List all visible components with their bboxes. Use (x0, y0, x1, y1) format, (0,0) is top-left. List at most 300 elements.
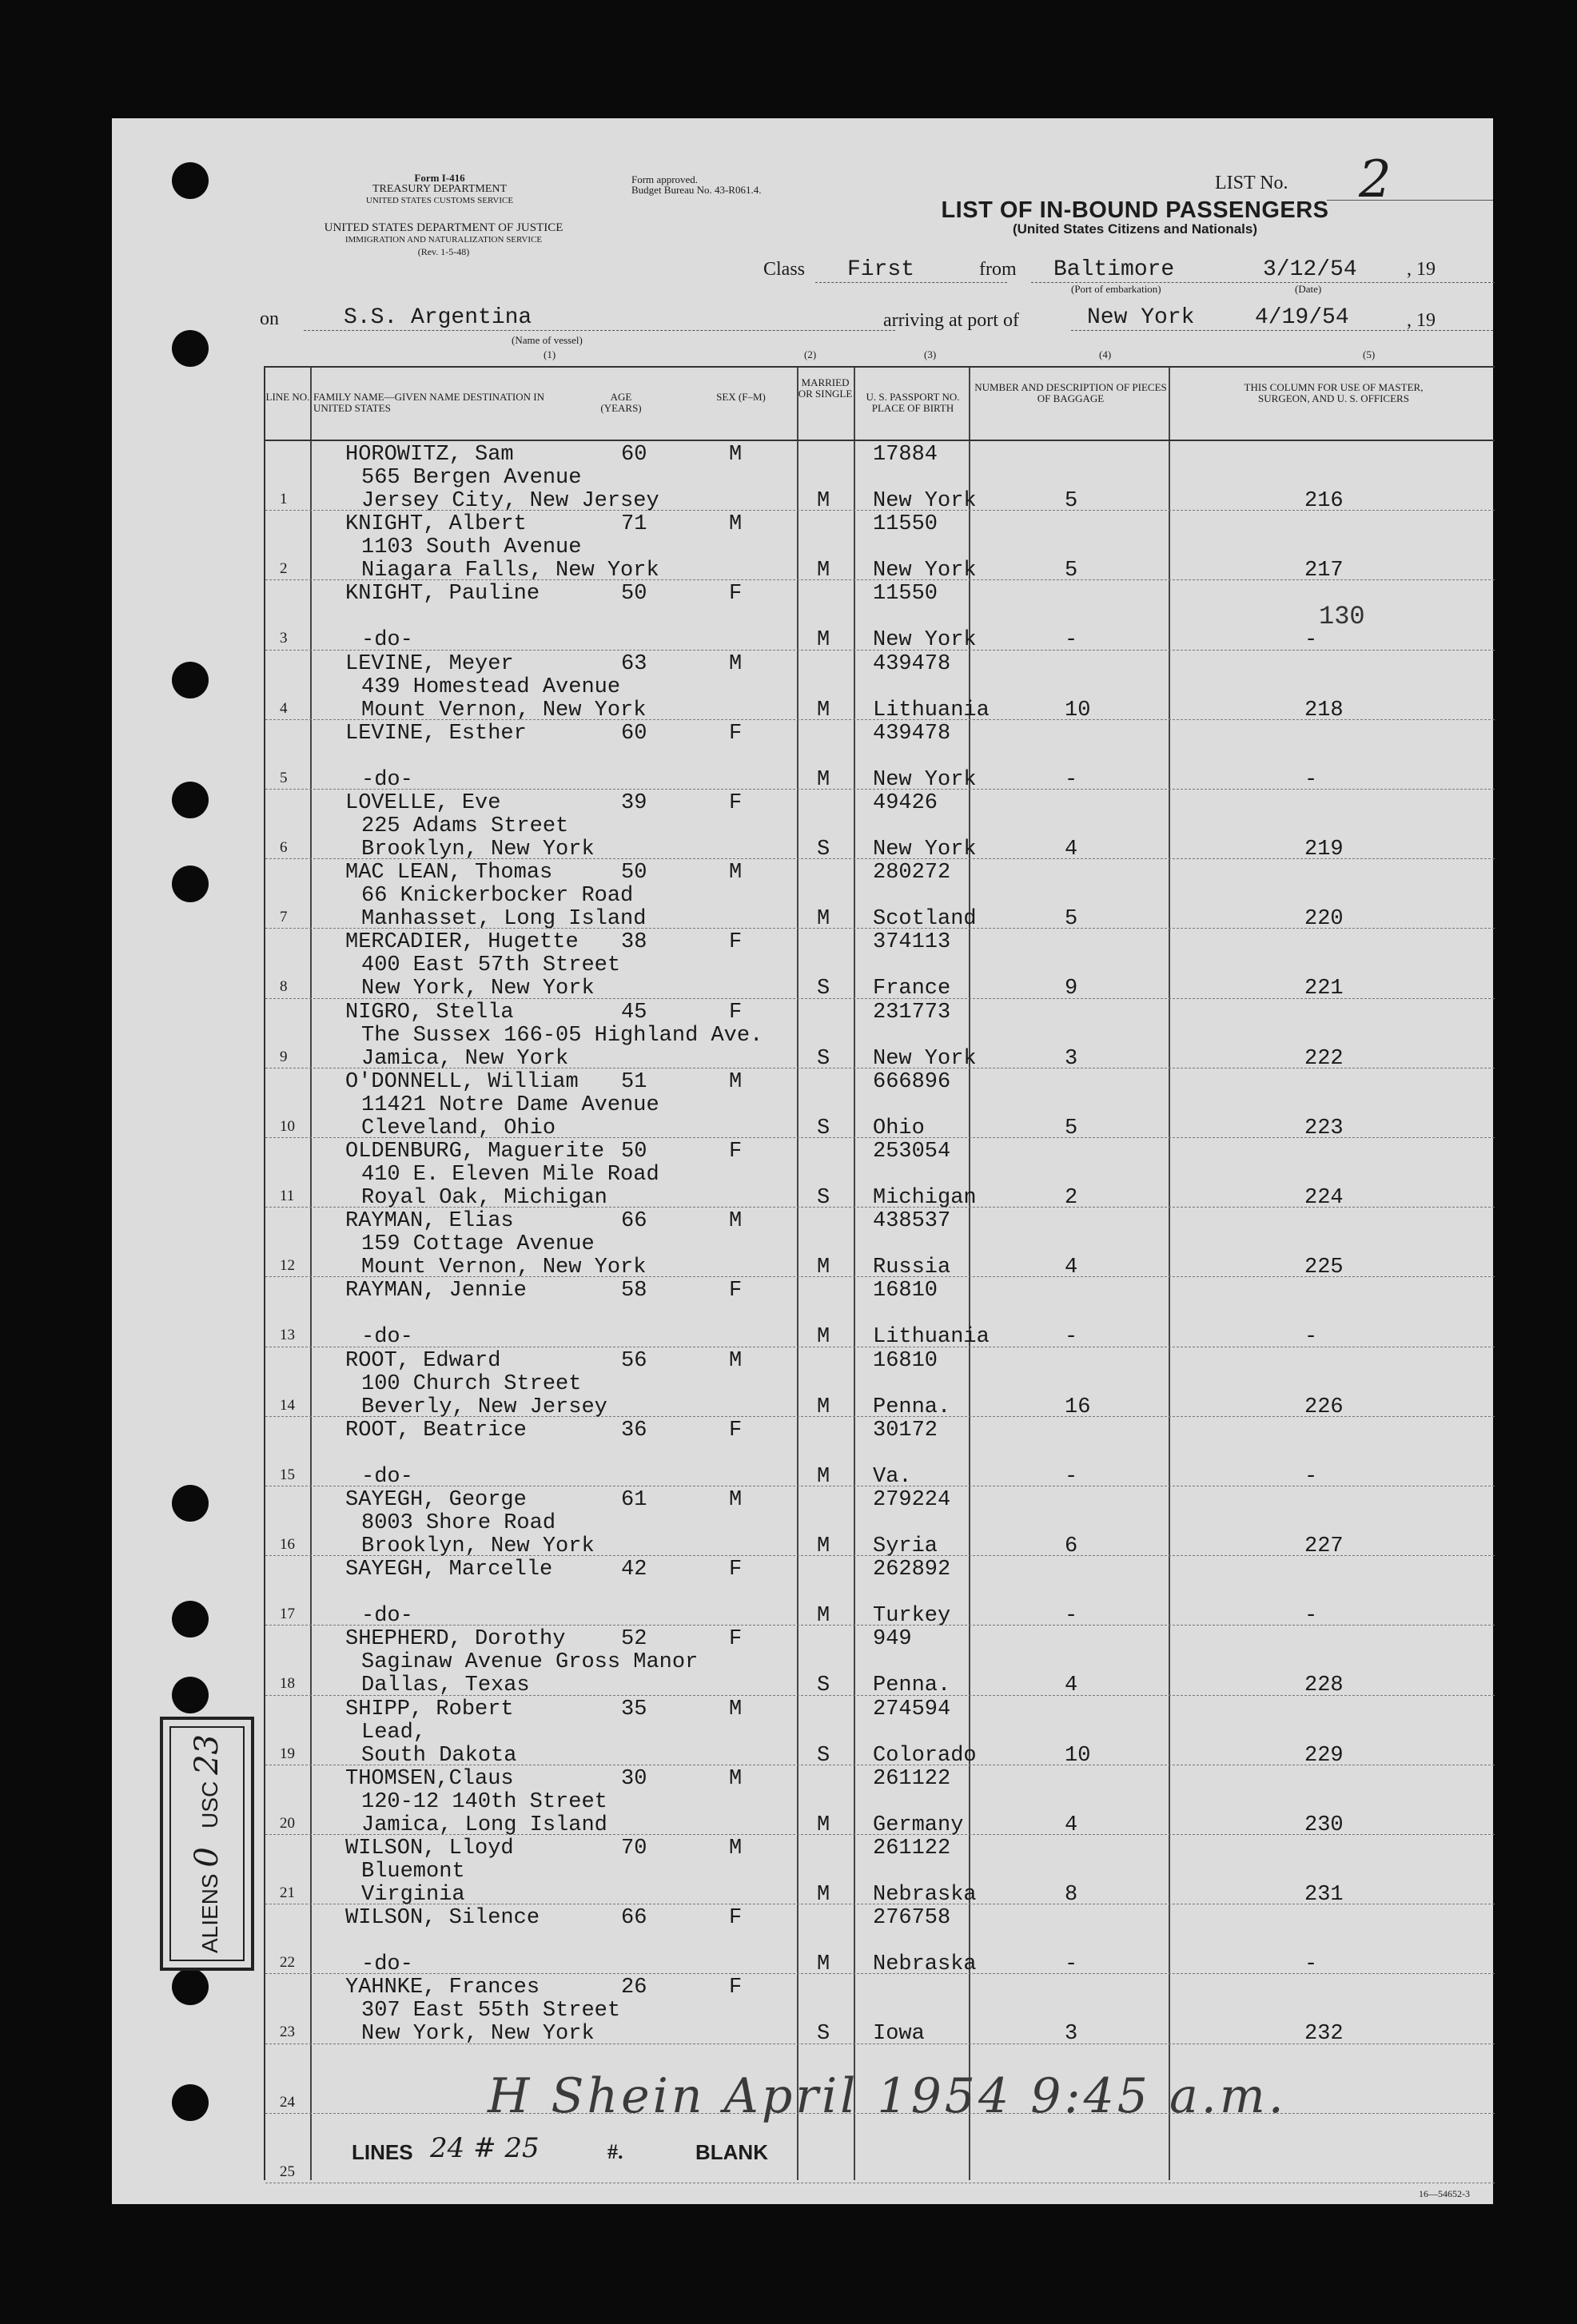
officer-number: 218 (1304, 698, 1344, 722)
marital-status: S (817, 1743, 830, 1768)
from-date: 3/12/54 (1263, 257, 1357, 282)
place-of-birth: New York (873, 838, 977, 862)
baggage-count: - (1065, 1952, 1078, 1977)
sex: F (729, 1627, 743, 1652)
col-num-4: (4) (1099, 348, 1112, 360)
line-number: 22 (280, 1954, 295, 1972)
table-row (265, 720, 1495, 790)
year-prefix-2: , 19 (1407, 310, 1436, 331)
marital-status: M (817, 1464, 830, 1489)
form-number: Form I-416 (414, 172, 465, 184)
sex: M (729, 1209, 743, 1234)
officer-mark: 130 (1319, 602, 1365, 631)
baggage-count: - (1065, 628, 1078, 653)
from-label: from (979, 259, 1017, 280)
vessel-underline (304, 330, 895, 331)
address-line-1: The Sussex 166-05 Highland Ave. (361, 1023, 763, 1048)
stamp-text (189, 1734, 225, 1953)
address-line-2: Mount Vernon, New York (361, 698, 647, 722)
line-number: 17 (280, 1606, 295, 1623)
passport-number: 280272 (873, 861, 951, 885)
place-of-birth: New York (873, 559, 977, 583)
age: 39 (621, 791, 647, 815)
place-of-birth: New York (873, 489, 977, 513)
stamp-usc-value: 23 (189, 1734, 225, 1775)
sex: F (729, 791, 743, 815)
header-line-no: LINE NO. (265, 391, 310, 403)
marital-status: M (817, 1325, 830, 1350)
address-line-2: Virginia (361, 1883, 465, 1907)
address-line-2: -do- (361, 628, 413, 653)
address-line-2: Brooklyn, New York (361, 1534, 595, 1558)
address-line-2: -do- (361, 1325, 413, 1350)
passport-number: 16810 (873, 1279, 938, 1303)
address-line-2: Cleveland, Ohio (361, 1116, 556, 1140)
address-line-2: Dallas, Texas (361, 1673, 530, 1698)
blank-label: BLANK (695, 2140, 768, 2164)
officer-number: 221 (1304, 977, 1344, 1001)
alien-count-stamp (160, 1717, 254, 1971)
col-num-5: (5) (1363, 348, 1376, 360)
passenger-name: ROOT, Edward (345, 1348, 501, 1373)
place-of-birth: New York (873, 1046, 977, 1071)
passenger-name: O'DONNELL, William (345, 1069, 579, 1094)
address-line-2: Brooklyn, New York (361, 838, 595, 862)
address-line-1: 439 Homestead Avenue (361, 675, 621, 699)
marital-status: S (817, 1046, 830, 1071)
address-line-1: 159 Cottage Avenue (361, 1232, 595, 1257)
passenger-name: RAYMAN, Elias (345, 1209, 514, 1234)
baggage-count: 8 (1065, 1883, 1078, 1907)
sex: M (729, 1488, 743, 1512)
baggage-count: 4 (1065, 838, 1078, 862)
form-approved: Form approved. (631, 173, 699, 185)
table-row (265, 1835, 1495, 1905)
col-num-2: (2) (804, 348, 817, 360)
marital-status: M (817, 698, 830, 722)
passenger-name: LEVINE, Esther (345, 721, 527, 746)
table-row (265, 441, 1495, 511)
address-line-2: New York, New York (361, 2022, 595, 2047)
sex: M (729, 1697, 743, 1721)
line-number: 20 (280, 1814, 295, 1832)
passenger-name: WILSON, Lloyd (345, 1837, 514, 1860)
revision: (Rev. 1-5-48) (417, 246, 470, 257)
lines-value: 24 # 25 (430, 2132, 540, 2164)
passenger-name: KNIGHT, Albert (345, 512, 527, 537)
baggage-count: 9 (1065, 977, 1078, 1001)
table-row (265, 1486, 1495, 1557)
passenger-name: LEVINE, Meyer (345, 651, 514, 676)
line-number: 1 (280, 491, 288, 507)
vessel-name: S.S. Argentina (344, 305, 532, 330)
officer-number: 222 (1304, 1046, 1344, 1071)
address-line-1: 100 Church Street (361, 1371, 582, 1396)
address-line-2: Niagara Falls, New York (361, 559, 659, 583)
address-line-2: Manhasset, Long Island (361, 907, 647, 932)
age: 52 (621, 1627, 647, 1652)
passport-number: 666896 (873, 1069, 951, 1094)
stamp-aliens-label: ALIENS (197, 1873, 222, 1953)
address-line-1: 400 East 57th Street (361, 953, 621, 978)
marital-status: M (817, 1395, 830, 1419)
table-row (265, 1068, 1495, 1139)
table-row (265, 929, 1495, 999)
passenger-name: WILSON, Silence (345, 1906, 540, 1931)
passport-number: 253054 (873, 1140, 951, 1164)
title-block (927, 198, 1343, 237)
passport-number: 49426 (873, 791, 938, 815)
address-line-1: 307 East 55th Street (361, 1999, 621, 2024)
baggage-count: 10 (1065, 1743, 1091, 1768)
age: 45 (621, 1000, 647, 1025)
marital-status: S (817, 1186, 830, 1210)
officer-number: 227 (1304, 1534, 1344, 1558)
place-of-birth: New York (873, 628, 977, 653)
table-row (265, 651, 1495, 721)
address-line-2: South Dakota (361, 1743, 517, 1768)
manifest-page (112, 118, 1493, 2204)
age: 26 (621, 1976, 647, 2000)
place-of-birth: Va. (873, 1464, 912, 1489)
sex: M (729, 1766, 743, 1791)
line-number: 4 (280, 699, 288, 717)
sex: F (729, 1140, 743, 1164)
age: 30 (621, 1766, 647, 1791)
sex: F (729, 721, 743, 746)
passport-number: 17884 (873, 443, 938, 467)
document-subtitle: (United States Citizens and Nationals) (1012, 221, 1258, 237)
age: 50 (621, 861, 647, 885)
place-of-birth: Lithuania (873, 1325, 990, 1350)
address-line-2: -do- (361, 1464, 413, 1489)
sex: M (729, 1348, 743, 1373)
line-number: 14 (280, 1396, 295, 1414)
punch-hole (172, 330, 209, 367)
officer-number: 223 (1304, 1116, 1344, 1140)
officer-number: 217 (1304, 559, 1344, 583)
passenger-name: SHIPP, Robert (345, 1697, 514, 1721)
list-no-value: 2 (1359, 150, 1392, 209)
col-num-3: (3) (924, 348, 937, 360)
table-row (265, 1277, 1495, 1350)
address-line-2: -do- (361, 1604, 413, 1629)
age: 60 (621, 721, 647, 746)
age: 60 (621, 443, 647, 467)
line-number: 5 (280, 769, 288, 786)
officer-number: 216 (1304, 489, 1344, 513)
passenger-name: KNIGHT, Pauline (345, 582, 540, 607)
list-no-label: LIST No. (1215, 173, 1288, 193)
place-of-birth: Michigan (873, 1186, 977, 1210)
passenger-name: THOMSEN,Claus (345, 1766, 514, 1791)
handwritten-signature: H Shein April 1954 9:45 a.m. (488, 2068, 1287, 2124)
table-row (265, 999, 1495, 1069)
class-label: Class (763, 259, 806, 280)
marital-status: M (817, 767, 830, 792)
passport-number: 274594 (873, 1697, 951, 1721)
officer-number: 220 (1304, 907, 1344, 932)
baggage-count: 4 (1065, 1813, 1078, 1837)
table-row (265, 580, 1495, 651)
sex: M (729, 1069, 743, 1094)
passenger-name: YAHNKE, Frances (345, 1976, 540, 2000)
document-title: LIST OF IN-BOUND PASSENGERS (941, 197, 1329, 223)
marital-status: M (817, 1256, 830, 1280)
justice-dept: UNITED STATES DEPARTMENT OF JUSTICE (324, 221, 563, 234)
passport-number: 276758 (873, 1906, 951, 1931)
passenger-name: MERCADIER, Hugette (345, 930, 579, 955)
place-of-birth: Lithuania (873, 698, 990, 722)
place-of-birth: Penna. (873, 1395, 951, 1419)
punch-hole (172, 162, 209, 199)
marital-status: S (817, 838, 830, 862)
passport-number: 231773 (873, 1000, 951, 1025)
marital-status: M (817, 1813, 830, 1837)
footer-code: 16—54652-3 (1419, 2188, 1470, 2199)
place-of-birth: Turkey (873, 1604, 951, 1629)
form-approval (631, 174, 761, 195)
baggage-count: 2 (1065, 1186, 1078, 1210)
marital-status: S (817, 2022, 830, 2047)
table-row (265, 790, 1495, 860)
sex: F (729, 1000, 743, 1025)
header-name: FAMILY NAME—GIVEN NAME DESTINATION IN UNITED STATES (313, 391, 545, 414)
stamp-aliens-value: 0 (189, 1847, 225, 1868)
officer-number: 229 (1304, 1743, 1344, 1768)
punch-hole (172, 662, 209, 698)
ins-service: IMMIGRATION AND NATURALIZATION SERVICE (344, 235, 543, 245)
address-line-2: Jersey City, New Jersey (361, 489, 659, 513)
officer-number: 231 (1304, 1883, 1344, 1907)
table-row (265, 1417, 1495, 1487)
punch-hole (172, 782, 209, 818)
marital-status: S (817, 977, 830, 1001)
marital-status: M (817, 907, 830, 932)
address-line-1: 8003 Shore Road (361, 1511, 556, 1535)
line-number: 7 (280, 909, 288, 926)
sex: F (729, 1558, 743, 1582)
table-header (265, 368, 1495, 441)
passenger-table (264, 366, 1495, 2180)
address-line-2: -do- (361, 767, 413, 792)
passport-number: 30172 (873, 1418, 938, 1443)
line-number: 12 (280, 1257, 295, 1275)
on-label: on (260, 308, 279, 329)
baggage-count: 5 (1065, 559, 1078, 583)
age: 66 (621, 1906, 647, 1931)
line-number: 13 (280, 1327, 295, 1344)
line-number: 21 (280, 1884, 295, 1901)
vessel-name-label: (Name of vessel) (512, 334, 583, 346)
baggage-count: 5 (1065, 907, 1078, 932)
officer-number: - (1304, 767, 1318, 792)
class-underline (815, 282, 1007, 283)
officer-number: 219 (1304, 838, 1344, 862)
address-line-2: Beverly, New Jersey (361, 1395, 607, 1419)
header-age: AGE (YEARS) (600, 391, 642, 414)
col-num-1: (1) (544, 348, 556, 360)
age: 35 (621, 1697, 647, 1721)
place-of-birth: Russia (873, 1256, 951, 1280)
age: 63 (621, 651, 647, 676)
year-prefix: , 19 (1407, 259, 1436, 280)
line-number: 18 (280, 1675, 295, 1693)
line-number: 25 (280, 2163, 295, 2180)
place-of-birth: Iowa (873, 2022, 925, 2047)
address-line-1: 1103 South Avenue (361, 535, 582, 560)
officer-number: - (1304, 1325, 1318, 1350)
baggage-count: - (1065, 1604, 1078, 1629)
passenger-name: RAYMAN, Jennie (345, 1279, 527, 1303)
sex: F (729, 930, 743, 955)
line-number: 9 (280, 1048, 288, 1065)
baggage-count: 3 (1065, 2022, 1078, 2047)
passport-number: 374113 (873, 930, 951, 955)
marital-status: M (817, 1952, 830, 1977)
line-number: 8 (280, 978, 288, 996)
sex: F (729, 1906, 743, 1931)
punch-hole (172, 1677, 209, 1713)
place-of-birth: Nebraska (873, 1952, 977, 1977)
sex: F (729, 1418, 743, 1443)
table-row (265, 511, 1495, 581)
age: 56 (621, 1348, 647, 1373)
officer-number: 225 (1304, 1256, 1344, 1280)
table-row (265, 1765, 1495, 1836)
lines-label: LINES (352, 2140, 413, 2164)
place-of-birth: Penna. (873, 1673, 951, 1698)
officer-number: - (1304, 1604, 1318, 1629)
marital-status: M (817, 1534, 830, 1558)
baggage-count: 5 (1065, 489, 1078, 513)
budget-bureau: Budget Bureau No. 43-R061.4. (631, 184, 762, 196)
sex: F (729, 1976, 743, 2000)
passport-number: 11550 (873, 582, 938, 607)
passport-number: 439478 (873, 721, 951, 746)
baggage-count: - (1065, 1464, 1078, 1489)
passenger-name: SAYEGH, George (345, 1488, 527, 1512)
lines-hash: #. (607, 2140, 623, 2163)
sex: M (729, 651, 743, 676)
address-line-1: 11421 Notre Dame Avenue (361, 1092, 659, 1117)
age: 36 (621, 1418, 647, 1443)
baggage-count: - (1065, 1325, 1078, 1350)
table-row (265, 1347, 1495, 1418)
passenger-name: ROOT, Beatrice (345, 1418, 527, 1443)
address-line-1: Lead, (361, 1720, 427, 1745)
table-row (265, 1696, 1495, 1766)
marital-status: M (817, 559, 830, 583)
punch-hole (172, 2084, 209, 2121)
age: 71 (621, 512, 647, 537)
address-line-2: Mount Vernon, New York (361, 1256, 647, 1280)
stamp-usc-label: USC (197, 1781, 222, 1829)
customs-service: UNITED STATES CUSTOMS SERVICE (365, 196, 514, 205)
officer-number: 226 (1304, 1395, 1344, 1419)
arriving-label: arriving at port of (883, 310, 1019, 331)
header-officers: THIS COLUMN FOR USE OF MASTER, SURGEON, AND U. S. OFFICERS (1244, 381, 1424, 404)
marital-status: M (817, 628, 830, 653)
punch-hole (172, 1485, 209, 1522)
passenger-name: SAYEGH, Marcelle (345, 1558, 553, 1582)
place-of-birth: Scotland (873, 907, 977, 932)
marital-status: M (817, 1883, 830, 1907)
baggage-count: 16 (1065, 1395, 1091, 1419)
line-number: 11 (280, 1188, 295, 1204)
place-of-birth: Colorado (873, 1743, 977, 1768)
baggage-count: - (1065, 767, 1078, 792)
table-row (265, 1208, 1495, 1278)
sex: M (729, 512, 743, 537)
officer-number: 232 (1304, 2022, 1344, 2047)
age: 66 (621, 1209, 647, 1234)
address-line-2: Royal Oak, Michigan (361, 1186, 607, 1210)
table-row (265, 1626, 1495, 1696)
form-header-left (328, 173, 552, 206)
punch-hole (172, 1601, 209, 1638)
line-number: 6 (280, 839, 288, 856)
class-value: First (847, 257, 915, 282)
table-row (265, 1138, 1495, 1208)
place-of-birth: Syria (873, 1534, 938, 1558)
age: 70 (621, 1837, 647, 1860)
table-row (265, 1556, 1495, 1629)
header-married: MARRIED OR SINGLE (798, 376, 853, 400)
age: 51 (621, 1069, 647, 1094)
passenger-name: SHEPHERD, Dorothy (345, 1627, 566, 1652)
port-embarkation-label: (Port of embarkation) (1071, 283, 1161, 295)
passport-number: 16810 (873, 1348, 938, 1373)
table-row (265, 1974, 1495, 2047)
table-row (265, 859, 1495, 932)
from-value: Baltimore (1053, 257, 1175, 282)
officer-number: - (1304, 1952, 1318, 1977)
marital-status: S (817, 1673, 830, 1698)
place-of-birth: New York (873, 767, 977, 792)
punch-hole (172, 866, 209, 902)
address-line-1: 225 Adams Street (361, 814, 569, 838)
passenger-name: OLDENBURG, Maguerite (345, 1140, 605, 1164)
baggage-count: 3 (1065, 1046, 1078, 1071)
address-line-1: Saginaw Avenue Gross Manor (361, 1650, 699, 1675)
age: 42 (621, 1558, 647, 1582)
age: 50 (621, 582, 647, 607)
passport-number: 438537 (873, 1209, 951, 1234)
address-line-1: 120-12 140th Street (361, 1789, 607, 1814)
baggage-count: 4 (1065, 1673, 1078, 1698)
officer-number: 224 (1304, 1186, 1344, 1210)
passport-number: 439478 (873, 651, 951, 676)
officer-number: - (1304, 1464, 1318, 1489)
arrival-port: New York (1087, 305, 1195, 330)
officer-number: 228 (1304, 1673, 1344, 1698)
address-line-2: Jamica, New York (361, 1046, 569, 1071)
passenger-name: HOROWITZ, Sam (345, 443, 514, 467)
passenger-name: MAC LEAN, Thomas (345, 861, 553, 885)
justice-header (260, 222, 627, 258)
line-number: 16 (280, 1536, 295, 1553)
sex: F (729, 582, 743, 607)
marital-status: M (817, 489, 830, 513)
list-no-underline (1327, 200, 1493, 201)
table-row (265, 1904, 1495, 1975)
date-label: (Date) (1295, 283, 1322, 295)
sex: F (729, 1279, 743, 1303)
passport-number: 262892 (873, 1558, 951, 1582)
passport-number: 261122 (873, 1766, 951, 1791)
marital-status: S (817, 1116, 830, 1140)
